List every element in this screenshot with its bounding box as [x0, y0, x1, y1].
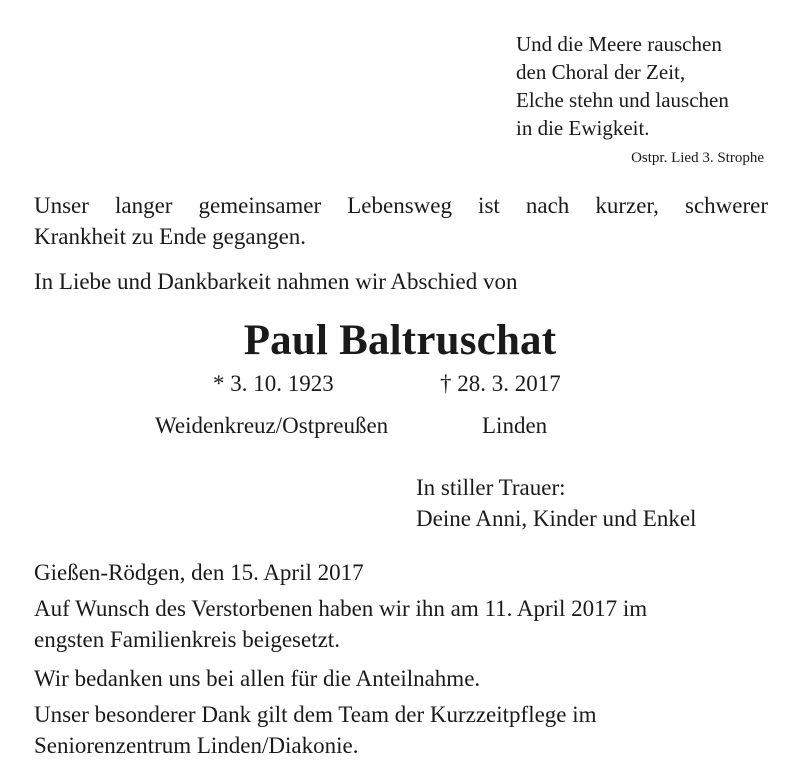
burial-line: engsten Familienkreis beigesetzt.	[34, 627, 340, 652]
poem-quote	[516, 30, 729, 142]
poem-line: in die Ewigkeit.	[516, 116, 650, 140]
poem-line: Und die Meere rauschen	[516, 32, 722, 56]
farewell-line: In Liebe und Dankbarkeit nahmen wir Abschied von	[34, 269, 518, 294]
mourners-block	[416, 472, 696, 534]
mourners-heading: In stiller Trauer:	[416, 475, 566, 500]
thanks-line: Wir bedanken uns bei allen für die Anteilnahme.	[34, 666, 481, 691]
poem-line: den Choral der Zeit,	[516, 60, 686, 84]
birth-place: Weidenkreuz/Ostpreußen	[155, 413, 389, 438]
intro-line: Unser langer gemeinsamer Lebensweg ist nach kurzer, schwerer	[34, 193, 768, 218]
mourners-names: Deine Anni, Kinder und Enkel	[416, 506, 697, 531]
death-date: † 28. 3. 2017	[440, 371, 561, 396]
poem-source: Ostpr. Lied 3. Strophe	[631, 150, 764, 166]
special-thanks-line: Unser besonderer Dank gilt dem Team der Kurzzeitpflege im	[34, 702, 597, 727]
deceased-name: Paul Baltruschat	[243, 317, 557, 364]
special-thanks-paragraph	[34, 699, 597, 761]
poem-line: Elche stehn und lauschen	[516, 88, 729, 112]
death-place: Linden	[482, 413, 548, 438]
birth-date: * 3. 10. 1923	[213, 371, 334, 396]
intro-paragraph	[34, 190, 768, 252]
place-date: Gießen-Rödgen, den 15. April 2017	[34, 560, 364, 585]
intro-line: Krankheit zu Ende gegangen.	[34, 224, 307, 249]
special-thanks-line: Seniorenzentrum Linden/Diakonie.	[34, 733, 359, 758]
burial-line: Auf Wunsch des Verstorbenen haben wir ihn am 11. April 2017 im	[34, 596, 648, 621]
burial-paragraph	[34, 593, 774, 655]
